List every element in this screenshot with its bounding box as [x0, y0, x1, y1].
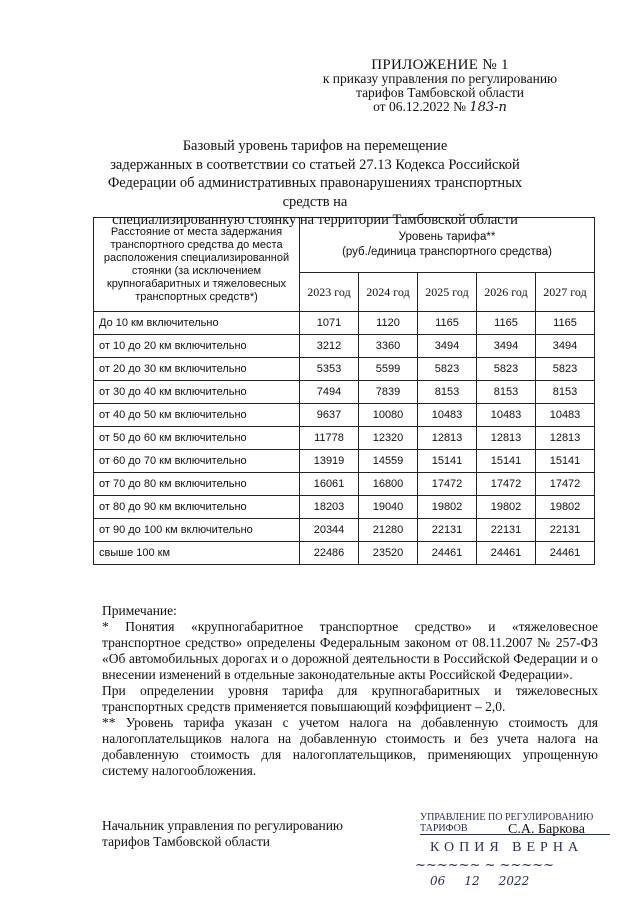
distance-label: от 40 до 50 км включительно	[94, 404, 300, 427]
tariff-value: 10483	[536, 404, 595, 427]
signatory-name: С.А. Баркова	[508, 822, 585, 837]
title-line: Базовый уровень тарифов на перемещение	[182, 138, 448, 154]
stamp-date-year: 2022	[498, 874, 530, 888]
note-paragraph: * Понятия «крупногабаритное транспортное средство» и «тяжеловесное транспортное средство» определены Федеральным законом от 08.11.2007 № 257-ФЗ «Об автомобильных дорогах и о дорожной деятельности в Российской Федерации и о внесении изменений в отдельные законодательные акты Российской Федерации».	[102, 619, 598, 682]
tariff-value: 12813	[418, 427, 477, 450]
tariff-value: 3494	[536, 335, 595, 358]
tariff-value: 5823	[477, 358, 536, 381]
table-row	[94, 358, 595, 381]
tariff-value: 17472	[477, 473, 536, 496]
tariff-value: 10483	[477, 404, 536, 427]
notes-heading: Примечание:	[102, 603, 177, 618]
tariff-value: 14559	[359, 450, 418, 473]
distance-label: от 20 до 30 км включительно	[94, 358, 300, 381]
tariff-value: 24461	[536, 542, 595, 565]
stamp-authority: УПРАВЛЕНИЕ ПО РЕГУЛИРОВАНИЮ ТАРИФОВ	[420, 812, 610, 835]
table-row	[94, 496, 595, 519]
tariff-value: 22486	[300, 542, 359, 565]
notes-section	[102, 603, 598, 779]
distance-label: До 10 км включительно	[94, 312, 300, 335]
tariff-value: 15141	[477, 450, 536, 473]
year-header: 2023 год	[300, 273, 359, 312]
order-date: от 06.12.2022 №	[373, 99, 466, 114]
tariff-value: 21280	[359, 519, 418, 542]
tariff-value: 5823	[418, 358, 477, 381]
table-row	[94, 335, 595, 358]
tariff-value: 16061	[300, 473, 359, 496]
tariff-value: 1071	[300, 312, 359, 335]
tariff-value: 13919	[300, 450, 359, 473]
signatory-position: Начальник управления по регулированию	[102, 818, 344, 833]
appendix-title: ПРИЛОЖЕНИЕ № 1	[371, 57, 509, 73]
tariff-value: 19802	[477, 496, 536, 519]
tariff-level-title: Уровень тарифа**	[398, 231, 496, 243]
tariff-value: 15141	[418, 450, 477, 473]
tariff-value: 8153	[477, 381, 536, 404]
certification-stamp	[400, 810, 610, 888]
tariff-value: 22131	[418, 519, 477, 542]
distance-label: от 10 до 20 км включительно	[94, 335, 300, 358]
tariff-value: 12813	[477, 427, 536, 450]
year-header: 2024 год	[359, 273, 418, 312]
tariff-value: 5599	[359, 358, 418, 381]
year-header: 2025 год	[418, 273, 477, 312]
title-line: Федерации об административных правонарушениях транспортных средств на	[107, 175, 523, 210]
tariff-value: 1165	[477, 312, 536, 335]
tariff-value: 3212	[300, 335, 359, 358]
table-row	[94, 519, 595, 542]
table-row	[94, 312, 595, 335]
table-row	[94, 427, 595, 450]
order-number-handwritten: 183-п	[469, 100, 507, 115]
tariff-value: 3494	[477, 335, 536, 358]
tariff-value: 8153	[418, 381, 477, 404]
signature-block	[102, 818, 343, 850]
tariff-value: 7839	[359, 381, 418, 404]
tariff-value: 1120	[359, 312, 418, 335]
note-paragraph: ** Уровень тарифа указан с учетом налога на добавленную стоимость для налогоплательщиков налога на добавленную стоимость и без учета налога на добавленную стоимость для налогоплательщиков, применяющих упрощенную систему налогообложения.	[102, 715, 598, 778]
tariff-value: 24461	[477, 542, 536, 565]
document-title	[90, 137, 540, 230]
distance-label: от 80 до 90 км включительно	[94, 496, 300, 519]
tariff-value: 11778	[300, 427, 359, 450]
tariff-level-unit: (руб./единица транспортного средства)	[342, 246, 552, 258]
tariff-value: 1165	[418, 312, 477, 335]
tariff-value: 10080	[359, 404, 418, 427]
title-line: задержанных в соответствии со статьей 27.13 Кодекса Российской	[110, 156, 520, 173]
appendix-authority-line: тарифов Тамбовской области	[356, 85, 524, 100]
distance-label: свыше 100 км	[94, 542, 300, 565]
distance-label: от 60 до 70 км включительно	[94, 450, 300, 473]
stamp-date	[430, 874, 529, 888]
distance-label: от 70 до 80 км включительно	[94, 473, 300, 496]
tariff-table	[93, 217, 595, 565]
stamp-date-month: 12	[464, 874, 480, 888]
tariff-value: 17472	[418, 473, 477, 496]
note-paragraph: При определении уровня тарифа для крупногабаритных и тяжеловесных транспортных средств применяется повышающий коэффициент – 2,0.	[102, 683, 598, 714]
stamp-copy-text: КОПИЯ ВЕРНА	[430, 840, 584, 855]
year-header: 2027 год	[536, 273, 595, 312]
distance-label: от 90 до 100 км включительно	[94, 519, 300, 542]
table-row	[94, 542, 595, 565]
tariff-value: 20344	[300, 519, 359, 542]
tariff-value: 19802	[418, 496, 477, 519]
stamp-date-day: 06	[430, 874, 446, 888]
tariff-value: 15141	[536, 450, 595, 473]
signatory-authority: тарифов Тамбовской области	[102, 834, 270, 849]
tariff-value: 22131	[477, 519, 536, 542]
tariff-value: 5823	[536, 358, 595, 381]
appendix-header	[290, 58, 590, 115]
tariff-value: 24461	[418, 542, 477, 565]
tariff-value: 17472	[536, 473, 595, 496]
tariff-level-header	[300, 218, 595, 273]
tariff-value: 23520	[359, 542, 418, 565]
tariff-value: 5353	[300, 358, 359, 381]
tariff-value: 3360	[359, 335, 418, 358]
tariff-value: 12320	[359, 427, 418, 450]
tariff-value: 9637	[300, 404, 359, 427]
distance-label: от 30 до 40 км включительно	[94, 381, 300, 404]
appendix-order-line: к приказу управления по регулированию	[322, 71, 558, 86]
tariff-value: 1165	[536, 312, 595, 335]
tariff-value: 10483	[418, 404, 477, 427]
year-header: 2026 год	[477, 273, 536, 312]
table-row	[94, 381, 595, 404]
title-line: специализированную стоянку на территории Тамбовской области	[112, 212, 518, 228]
distance-column-header: Расстояние от места задержания транспортного средства до места расположения специализированной стоянки (за исключением крупногабаритных и тяжеловесных транспортных средств*)	[94, 218, 300, 312]
tariff-value: 3494	[418, 335, 477, 358]
tariff-value: 19802	[536, 496, 595, 519]
distance-label: от 50 до 60 км включительно	[94, 427, 300, 450]
handwritten-signature: ~~~~~~ ~ ~~~~~	[415, 858, 554, 873]
tariff-value: 19040	[359, 496, 418, 519]
tariff-value: 16800	[359, 473, 418, 496]
tariff-value: 7494	[300, 381, 359, 404]
appendix-date-line	[290, 100, 590, 115]
table-row	[94, 404, 595, 427]
table-row	[94, 473, 595, 496]
tariff-value: 18203	[300, 496, 359, 519]
tariff-value: 8153	[536, 381, 595, 404]
tariff-value: 22131	[536, 519, 595, 542]
tariff-value: 12813	[536, 427, 595, 450]
table-row	[94, 450, 595, 473]
